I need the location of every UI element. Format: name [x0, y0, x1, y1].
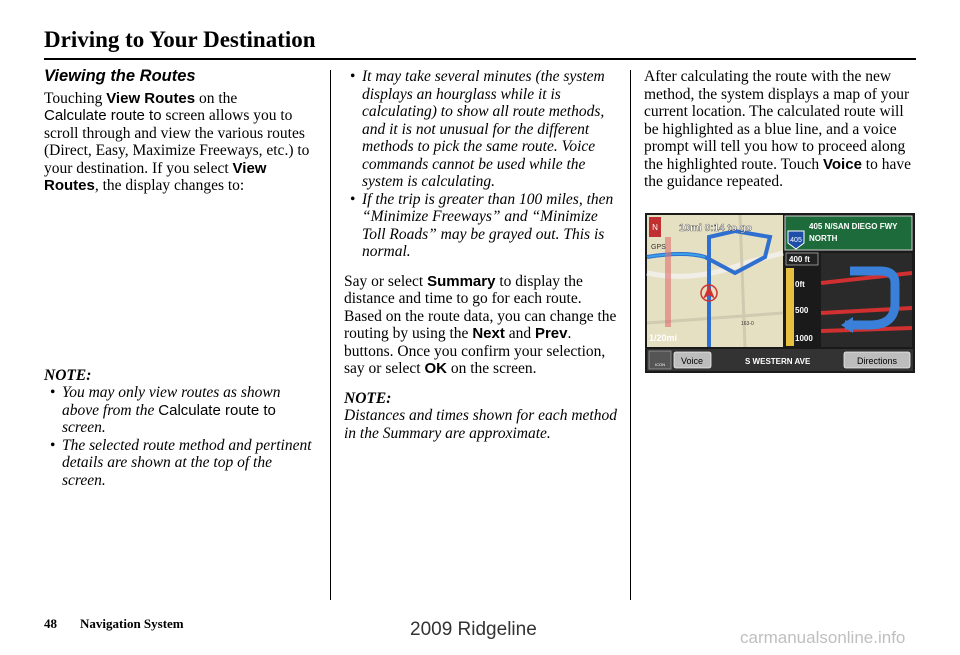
summary-text-c: . buttons. Once you confirm your selection, say or select: [344, 325, 606, 377]
note-text: Distances and times shown for each method in the Summary are approximate.: [344, 407, 617, 442]
site-watermark: carmanualsonline.info: [740, 628, 906, 647]
note-item: • The selected route method and pertinent details are shown at the top of the screen.: [44, 437, 319, 490]
guidance-text-a: After calculating the route with the new method, the system displays a map of your current location. The calculated route will be highlighted as a blue line, and a voice prompt will tell you how to proceed along the highlighted route. Touch: [644, 68, 910, 173]
p1-text-d: screen allows you to scroll through and view the various routes (Direct, Easy, Maximize Freeways, etc.) to your destination. If you select: [44, 107, 310, 177]
navigation-screen-image: [645, 213, 915, 373]
map-sign: 163-0: [741, 321, 754, 327]
note-item: [44, 384, 319, 437]
view-routes-ref: View Routes: [106, 89, 196, 107]
page-title: Driving to Your Destination: [44, 27, 316, 52]
tick-label: 1000: [795, 334, 813, 343]
footer-section: Navigation System: [80, 616, 184, 631]
and-text: and: [504, 325, 535, 342]
next-ref: Next: [472, 325, 505, 342]
view-routes-ref-2: View Routes: [44, 159, 267, 194]
model-watermark: 2009 Ridgeline: [410, 619, 537, 640]
icon-button-label: ICON: [655, 362, 665, 367]
calculate-route-ref-2: Calculate route to: [158, 401, 276, 419]
summary-ref: Summary: [427, 272, 496, 290]
voice-ref: Voice: [823, 155, 862, 173]
section-heading: Viewing the Routes: [44, 67, 196, 85]
header-rule: [44, 58, 916, 60]
page-number: 48: [44, 616, 57, 631]
road-name: 405 N/SAN DIEGO FWY: [809, 222, 898, 231]
note-heading-2: NOTE:: [344, 389, 392, 407]
info-list: [344, 68, 619, 261]
column-right: [644, 68, 916, 191]
road-direction: NORTH: [809, 234, 838, 243]
note-heading: NOTE:: [44, 366, 92, 384]
note1-text-a: You may only view routes as shown above from the: [62, 384, 281, 419]
guidance-paragraph: [644, 68, 916, 191]
ok-ref: OK: [424, 360, 447, 377]
calculate-route-ref: Calculate route to: [44, 107, 162, 124]
column-left: [44, 68, 319, 489]
p1-text-b: on the: [195, 89, 238, 107]
guidance-text-b: to have the guidance repeated.: [644, 155, 911, 190]
note-list: [44, 384, 319, 489]
summary-text-b: to display the distance and time to go for each route. Based on the route data, you can change the routing by using the: [344, 272, 617, 342]
info-item: • If the trip is greater than 100 miles, then “Minimize Freeways” and “Minimize Toll Roads” may be grayed out. This is normal.: [344, 191, 619, 261]
prev-ref: Prev: [534, 325, 568, 342]
column-divider: [330, 70, 331, 600]
note1-text-c: screen.: [62, 419, 106, 436]
gps-label: GPS: [651, 244, 666, 251]
eta-readout: 10mi 0:14 to go: [679, 223, 752, 234]
tick-label: 500: [795, 306, 809, 315]
summary-paragraph: [344, 273, 619, 378]
column-middle: [344, 68, 619, 442]
compass-label: N: [652, 223, 658, 232]
p1-text-a: Touching: [44, 89, 107, 107]
column-divider: [630, 70, 631, 600]
tick-label: 0ft: [795, 280, 805, 289]
street-name: S WESTERN AVE: [745, 357, 811, 366]
p1-text-e: , the display changes to:: [94, 177, 245, 194]
summary-text-a: Say or select: [344, 272, 428, 290]
summary-text-d: on the screen.: [446, 360, 537, 377]
voice-button-label: Voice: [680, 356, 704, 366]
directions-button-label: Directions: [856, 356, 898, 366]
map-scale: 1/20mi: [649, 333, 678, 343]
distance-readout: 400 ft: [789, 255, 810, 264]
info-item: • It may take several minutes (the system displays an hourglass while it is calculating) to show all route methods, and it is not unusual for the different methods to pick the same route. Voice commands cannot be used while the system is calculating.: [344, 68, 619, 191]
shield-number: 405: [790, 237, 802, 244]
intro-paragraph: [44, 90, 319, 195]
